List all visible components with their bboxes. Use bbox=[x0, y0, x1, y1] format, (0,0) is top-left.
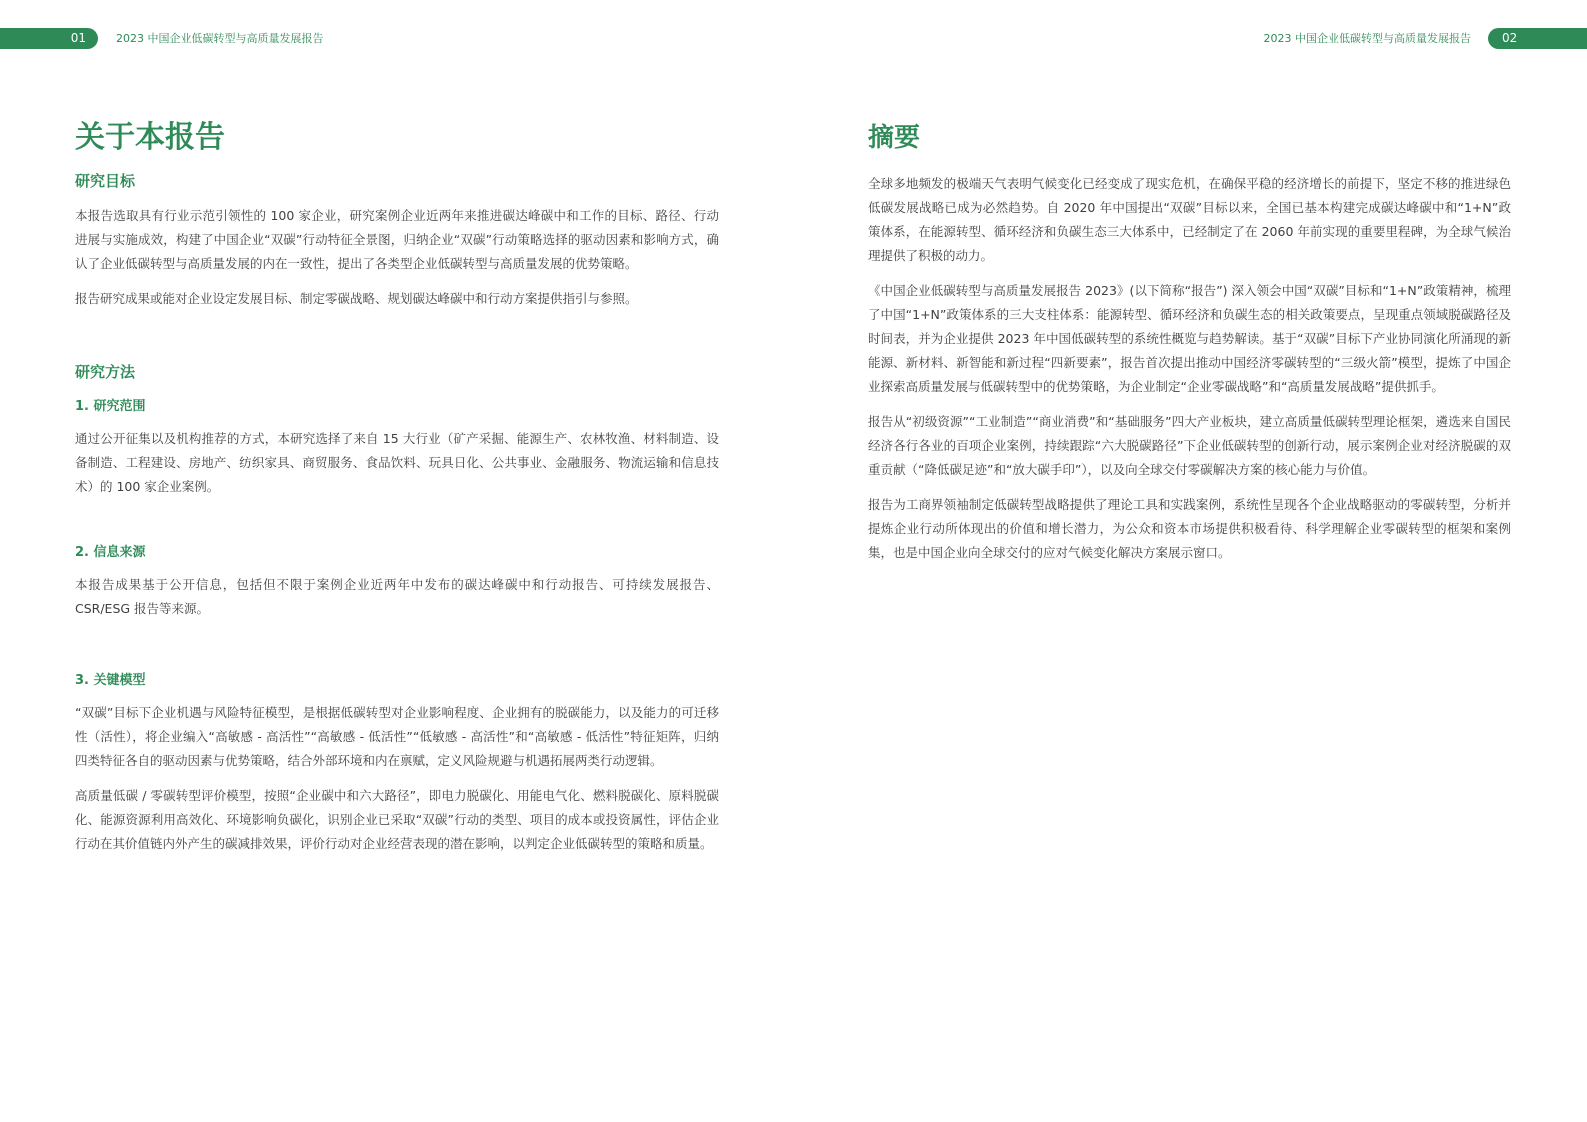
about-report-section bbox=[75, 116, 719, 856]
objective-paragraph-1: 本报告选取具有行业示范引领性的 100 家企业，研究案例企业近两年来推进碳达峰碳中和工作的目标、路径、行动进展与实施成效，构建了中国企业“双碳”行动特征全景图，归纳企业“双碳”行动策略选择的驱动因素和影响方式，确认了企业低碳转型与高质量发展的内在一致性，提出了各类型企业低碳转型与高质量发展的优势策略。 bbox=[75, 208, 719, 271]
left-page-number: 01 bbox=[0, 28, 98, 49]
summary-paragraph-1: 全球多地频发的极端天气表明气候变化已经变成了现实危机，在确保平稳的经济增长的前提下，坚定不移的推进绿色低碳发展战略已成为必然趋势。自 2020 年中国提出“双碳”目标以来，全国已基本构建完成碳达峰碳中和“1+N”政策体系，在能源转型、循环经济和负碳生态三大体系中，已经制定了在 2060 年前实现的重要里程碑，为全球气候治理提供了积极的动力。 bbox=[868, 176, 1511, 263]
about-report-title: 关于本报告 bbox=[75, 120, 225, 155]
scope-paragraph: 通过公开征集以及机构推荐的方式，本研究选择了来自 15 大行业（矿产采掘、能源生产、农林牧渔、材料制造、设备制造、工程建设、房地产、纺织家具、商贸服务、食品饮料、玩具日化、公共事业、金融服务、物流运输和信息技术）的 100 家企业案例。 bbox=[75, 431, 719, 494]
summary-paragraph-4: 报告为工商界领袖制定低碳转型战略提供了理论工具和实践案例，系统性呈现各个企业战略驱动的零碳转型，分析并提炼企业行动所体现出的价值和增长潜力，为公众和资本市场提供积极看待、科学理解企业零碳转型的框架和案例集，也是中国企业向全球交付的应对气候变化解决方案展示窗口。 bbox=[868, 497, 1511, 560]
objective-heading: 研究目标 bbox=[75, 172, 136, 190]
method-heading: 研究方法 bbox=[75, 363, 136, 381]
source-heading: 2. 信息来源 bbox=[75, 545, 146, 560]
right-running-title: 2023 中国企业低碳转型与高质量发展报告 bbox=[1263, 32, 1471, 45]
model-heading: 3. 关键模型 bbox=[75, 673, 146, 688]
summary-paragraph-2: 《中国企业低碳转型与高质量发展报告 2023》(以下简称“报告”) 深入领会中国“双碳”目标和“1+N”政策精神，梳理了中国“1+N”政策体系的三大支柱体系：能源转型、循环经济和负碳生态的相关政策要点，呈现重点领域脱碳路径及时间表，并为企业提供 2023 年中国低碳转型的系统性概览与趋势解读。基于“双碳”目标下产业协同演化所涌现的新能源、新材料、新智能和新过程“四新要素”，报告首次提出推动中国经济零碳转型的“三级火箭”模型，提炼了中国企业探索高质量发展与低碳转型中的优势策略，为企业制定“企业零碳战略”和“高质量发展战略”提供抓手。 bbox=[868, 283, 1511, 394]
right-page-number: 02 bbox=[1488, 28, 1587, 49]
left-running-title: 2023 中国企业低碳转型与高质量发展报告 bbox=[116, 32, 324, 45]
summary-title: 摘要 bbox=[868, 123, 921, 153]
summary-paragraph-3: 报告从“初级资源”“工业制造”“商业消费”和“基础服务”四大产业板块，建立高质量低碳转型理论框架，遴选来自国民经济各行各业的百项企业案例，持续跟踪“六大脱碳路径”下企业低碳转型的创新行动，展示案例企业对经济脱碳的双重贡献（“降低碳足迹”和“放大碳手印”），以及向全球交付零碳解决方案的核心能力与价值。 bbox=[868, 414, 1511, 477]
summary-section bbox=[868, 116, 1511, 565]
objective-paragraph-2: 报告研究成果或能对企业设定发展目标、制定零碳战略、规划碳达峰碳中和行动方案提供指引与参照。 bbox=[75, 291, 638, 306]
model-paragraph-1: “双碳”目标下企业机遇与风险特征模型，是根据低碳转型对企业影响程度、企业拥有的脱碳能力，以及能力的可迁移性（活性），将企业编入“高敏感 - 高活性”“高敏感 - 低活性”“低敏感 - 高活性”和“高敏感 - 低活性”特征矩阵，归纳四类特征各自的驱动因素与优势策略，结合外部环境和内在禀赋，定义风险规避与机遇拓展两类行动逻辑。 bbox=[75, 705, 719, 768]
model-paragraph-2: 高质量低碳 / 零碳转型评价模型，按照“企业碳中和六大路径”，即电力脱碳化、用能电气化、燃料脱碳化、原料脱碳化、能源资源利用高效化、环境影响负碳化，识别企业已采取“双碳”行动的类型、项目的成本或投资属性，评估企业行动在其价值链内外产生的碳减排效果，评价行动对企业经营表现的潜在影响，以判定企业低碳转型的策略和质量。 bbox=[75, 788, 719, 851]
source-paragraph: 本报告成果基于公开信息，包括但不限于案例企业近两年中发布的碳达峰碳中和行动报告、可持续发展报告、CSR/ESG 报告等来源。 bbox=[75, 577, 719, 616]
scope-heading: 1. 研究范围 bbox=[75, 399, 146, 414]
